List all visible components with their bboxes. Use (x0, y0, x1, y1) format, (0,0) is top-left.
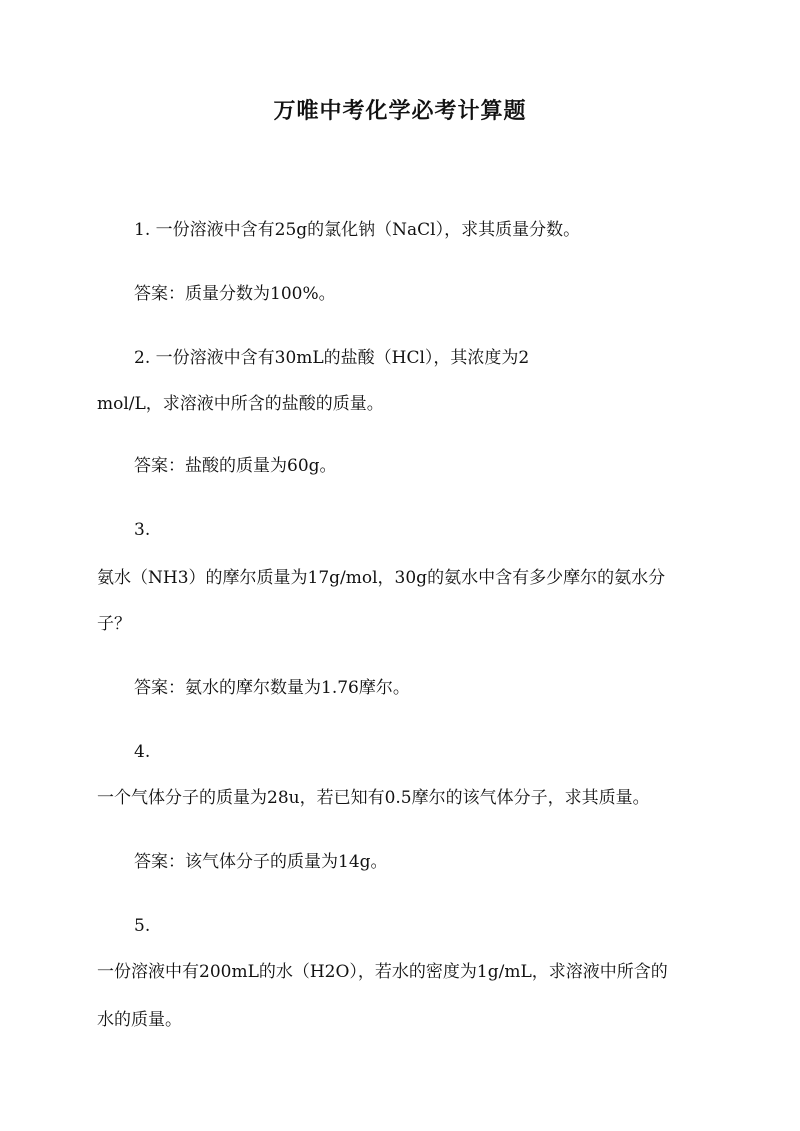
answer-1-text: 答案：质量分数为100%。 (134, 284, 336, 304)
question-4-number: 4. (134, 742, 151, 762)
question-2-text-line-2: mol/L，求溶液中所含的盐酸的质量。 (97, 394, 384, 414)
question-4-text: 一个气体分子的质量为28u，若已知有0.5摩尔的该气体分子，求其质量。 (97, 788, 650, 808)
question-5-text-line-2: 水的质量。 (97, 1010, 182, 1030)
answer-3-text: 答案：氨水的摩尔数量为1.76摩尔。 (134, 678, 410, 698)
question-3-number: 3. (134, 520, 151, 540)
question-1-text: 1. 一份溶液中含有25g的氯化钠（NaCl），求其质量分数。 (134, 220, 581, 240)
question-5-number: 5. (134, 916, 151, 936)
answer-2-text: 答案：盐酸的质量为60g。 (134, 456, 337, 476)
answer-4-text: 答案：该气体分子的质量为14g。 (134, 852, 388, 872)
question-2-text-line-1: 2. 一份溶液中含有30mL的盐酸（HCl），其浓度为2 (134, 348, 530, 368)
question-3-text-line-1: 氨水（NH3）的摩尔质量为17g/mol，30g的氨水中含有多少摩尔的氨水分 (97, 568, 666, 588)
question-3-text-line-2: 子？ (97, 614, 131, 634)
page-title: 万唯中考化学必考计算题 (273, 98, 527, 124)
question-5-text-line-1: 一份溶液中有200mL的水（H2O），若水的密度为1g/mL，求溶液中所含的 (97, 962, 668, 982)
